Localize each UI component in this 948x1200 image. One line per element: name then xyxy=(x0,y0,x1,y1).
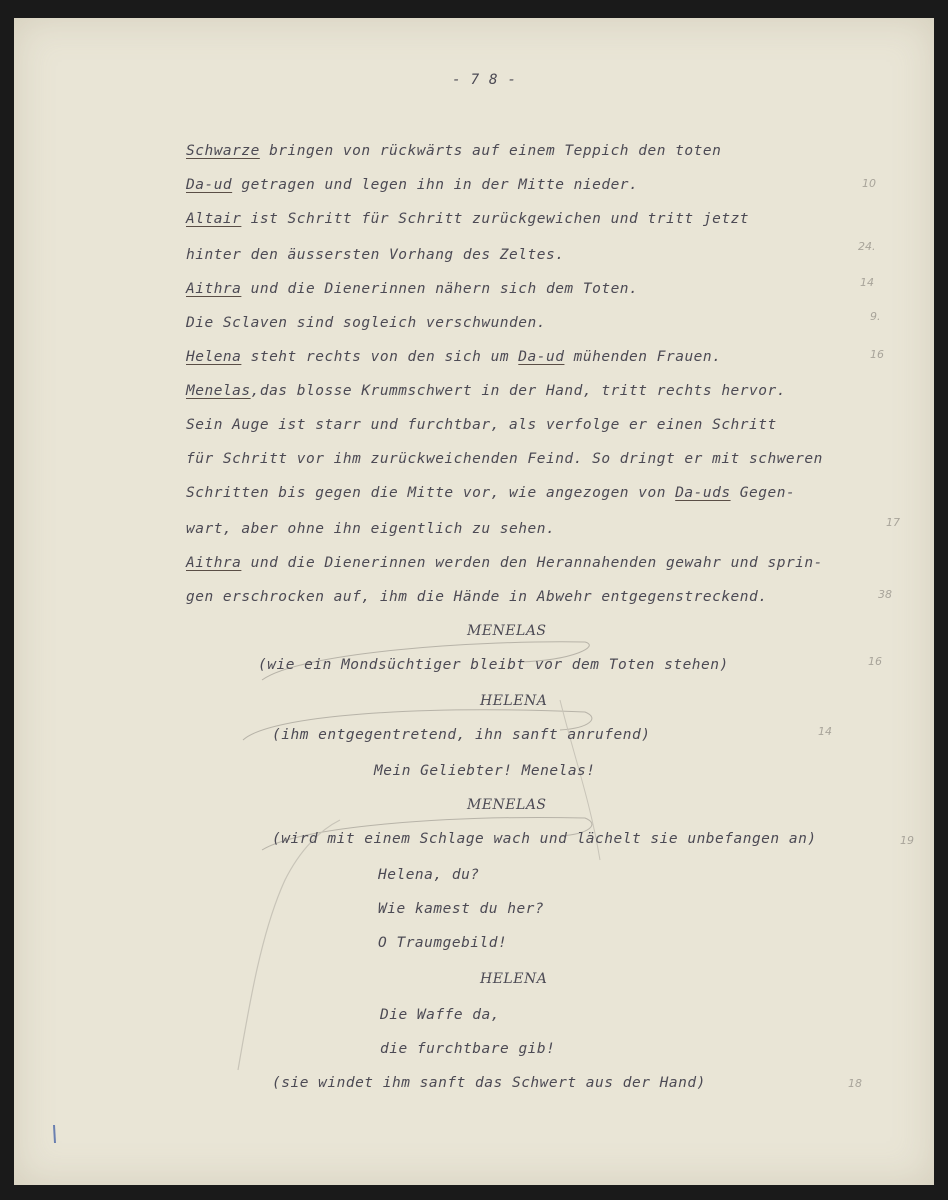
underlined-name: Da-ud xyxy=(186,177,233,193)
underlined-name: Aithra xyxy=(186,555,242,571)
text-segment: Helena, du? xyxy=(378,867,480,883)
text-segment: HELENA xyxy=(480,693,548,709)
text-line xyxy=(378,935,507,951)
text-line xyxy=(186,143,721,159)
pencil-note: 10 xyxy=(862,177,876,190)
underlined-name: Helena xyxy=(186,349,242,365)
text-segment: (wie ein Mondsüchtiger bleibt vor dem Toten stehen) xyxy=(258,657,729,673)
text-segment: (ihm entgegentretend, ihn sanft anrufend) xyxy=(272,727,651,743)
text-line xyxy=(186,281,638,297)
text-line xyxy=(186,451,823,467)
text-segment: O Traumgebild! xyxy=(378,935,508,951)
text-segment: getragen und legen ihn in der Mitte nieder. xyxy=(232,177,639,193)
speaker-heading xyxy=(467,623,547,639)
text-line xyxy=(186,417,777,433)
text-line xyxy=(186,349,721,365)
underlined-name: Da-uds xyxy=(675,485,731,501)
text-segment: Sein Auge ist starr und furchtbar, als verfolge er einen Schritt xyxy=(186,417,777,433)
pencil-note: 16 xyxy=(870,348,884,361)
underlined-name: Altair xyxy=(186,211,242,227)
speaker-heading xyxy=(480,693,547,709)
pencil-note: 16 xyxy=(868,655,882,668)
underlined-name: Aithra xyxy=(186,281,242,297)
text-segment: für Schritt vor ihm zurückweichenden Feind. So dringt er mit schweren xyxy=(186,451,823,467)
text-segment: (sie windet ihm sanft das Schwert aus der Hand) xyxy=(272,1075,706,1091)
text-line xyxy=(186,485,795,501)
text-segment: MENELAS xyxy=(467,797,547,813)
speaker-heading xyxy=(467,797,547,813)
text-line xyxy=(272,831,817,847)
text-line xyxy=(186,315,546,331)
text-segment: mühenden Frauen. xyxy=(564,349,722,365)
text-segment: (wird mit einem Schlage wach und lächelt sie unbefangen an) xyxy=(272,831,817,847)
text-segment: MENELAS xyxy=(467,623,547,639)
text-segment: Die Sclaven sind sogleich verschwunden. xyxy=(186,315,546,331)
text-line xyxy=(186,211,749,227)
text-line xyxy=(186,247,564,263)
text-line xyxy=(380,1007,500,1023)
text-segment: Gegen- xyxy=(730,485,796,501)
text-segment: Schritten bis gegen die Mitte vor, wie angezogen von xyxy=(186,485,676,501)
pencil-note: 24. xyxy=(858,240,876,253)
text-segment: steht rechts von den sich um xyxy=(241,349,519,365)
text-line xyxy=(186,555,823,571)
text-line xyxy=(186,521,555,537)
text-segment: bringen von rückwärts auf einem Teppich den toten xyxy=(259,143,722,159)
text-segment: Wie kamest du her? xyxy=(378,901,545,917)
pencil-note: 19 xyxy=(900,834,914,847)
underlined-name: Menelas xyxy=(186,383,251,399)
pencil-note: 18 xyxy=(848,1077,862,1090)
text-segment: gen erschrocken auf, ihm die Hände in Abwehr entgegenstreckend. xyxy=(186,589,768,605)
pencil-note: 14 xyxy=(818,725,832,738)
text-line xyxy=(258,657,729,673)
text-segment: und die Dienerinnen nähern sich dem Toten. xyxy=(241,281,639,297)
underlined-name: Da-ud xyxy=(518,349,565,365)
text-segment: ,das blosse Krummschwert in der Hand, tritt rechts hervor. xyxy=(250,383,786,399)
text-segment: hinter den äussersten Vorhang des Zeltes. xyxy=(186,247,565,263)
text-segment: HELENA xyxy=(480,971,548,987)
pencil-note: 9. xyxy=(870,310,881,323)
text-line xyxy=(378,901,544,917)
pencil-note: 17 xyxy=(886,516,900,529)
text-segment: Die Waffe da, xyxy=(380,1007,500,1023)
text-line xyxy=(374,763,596,779)
pencil-note: 14 xyxy=(860,276,874,289)
text-line xyxy=(186,177,638,193)
text-segment: ist Schritt für Schritt zurückgewichen und tritt jetzt xyxy=(241,211,750,227)
text-line xyxy=(272,727,650,743)
page-number: - 7 8 - xyxy=(452,72,517,88)
text-line xyxy=(378,867,480,883)
text-line xyxy=(186,589,767,605)
text-line xyxy=(186,383,786,399)
text-line xyxy=(272,1075,706,1091)
text-segment: die furchtbare gib! xyxy=(380,1041,556,1057)
underlined-name: Schwarze xyxy=(186,143,260,159)
text-segment: wart, aber ohne ihn eigentlich zu sehen. xyxy=(186,521,556,537)
pencil-note: 38 xyxy=(878,588,892,601)
speaker-heading xyxy=(480,971,547,987)
text-segment: Mein Geliebter! Menelas! xyxy=(374,763,596,779)
text-segment: und die Dienerinnen werden den Herannahenden gewahr und sprin- xyxy=(241,555,823,571)
text-line xyxy=(380,1041,555,1057)
